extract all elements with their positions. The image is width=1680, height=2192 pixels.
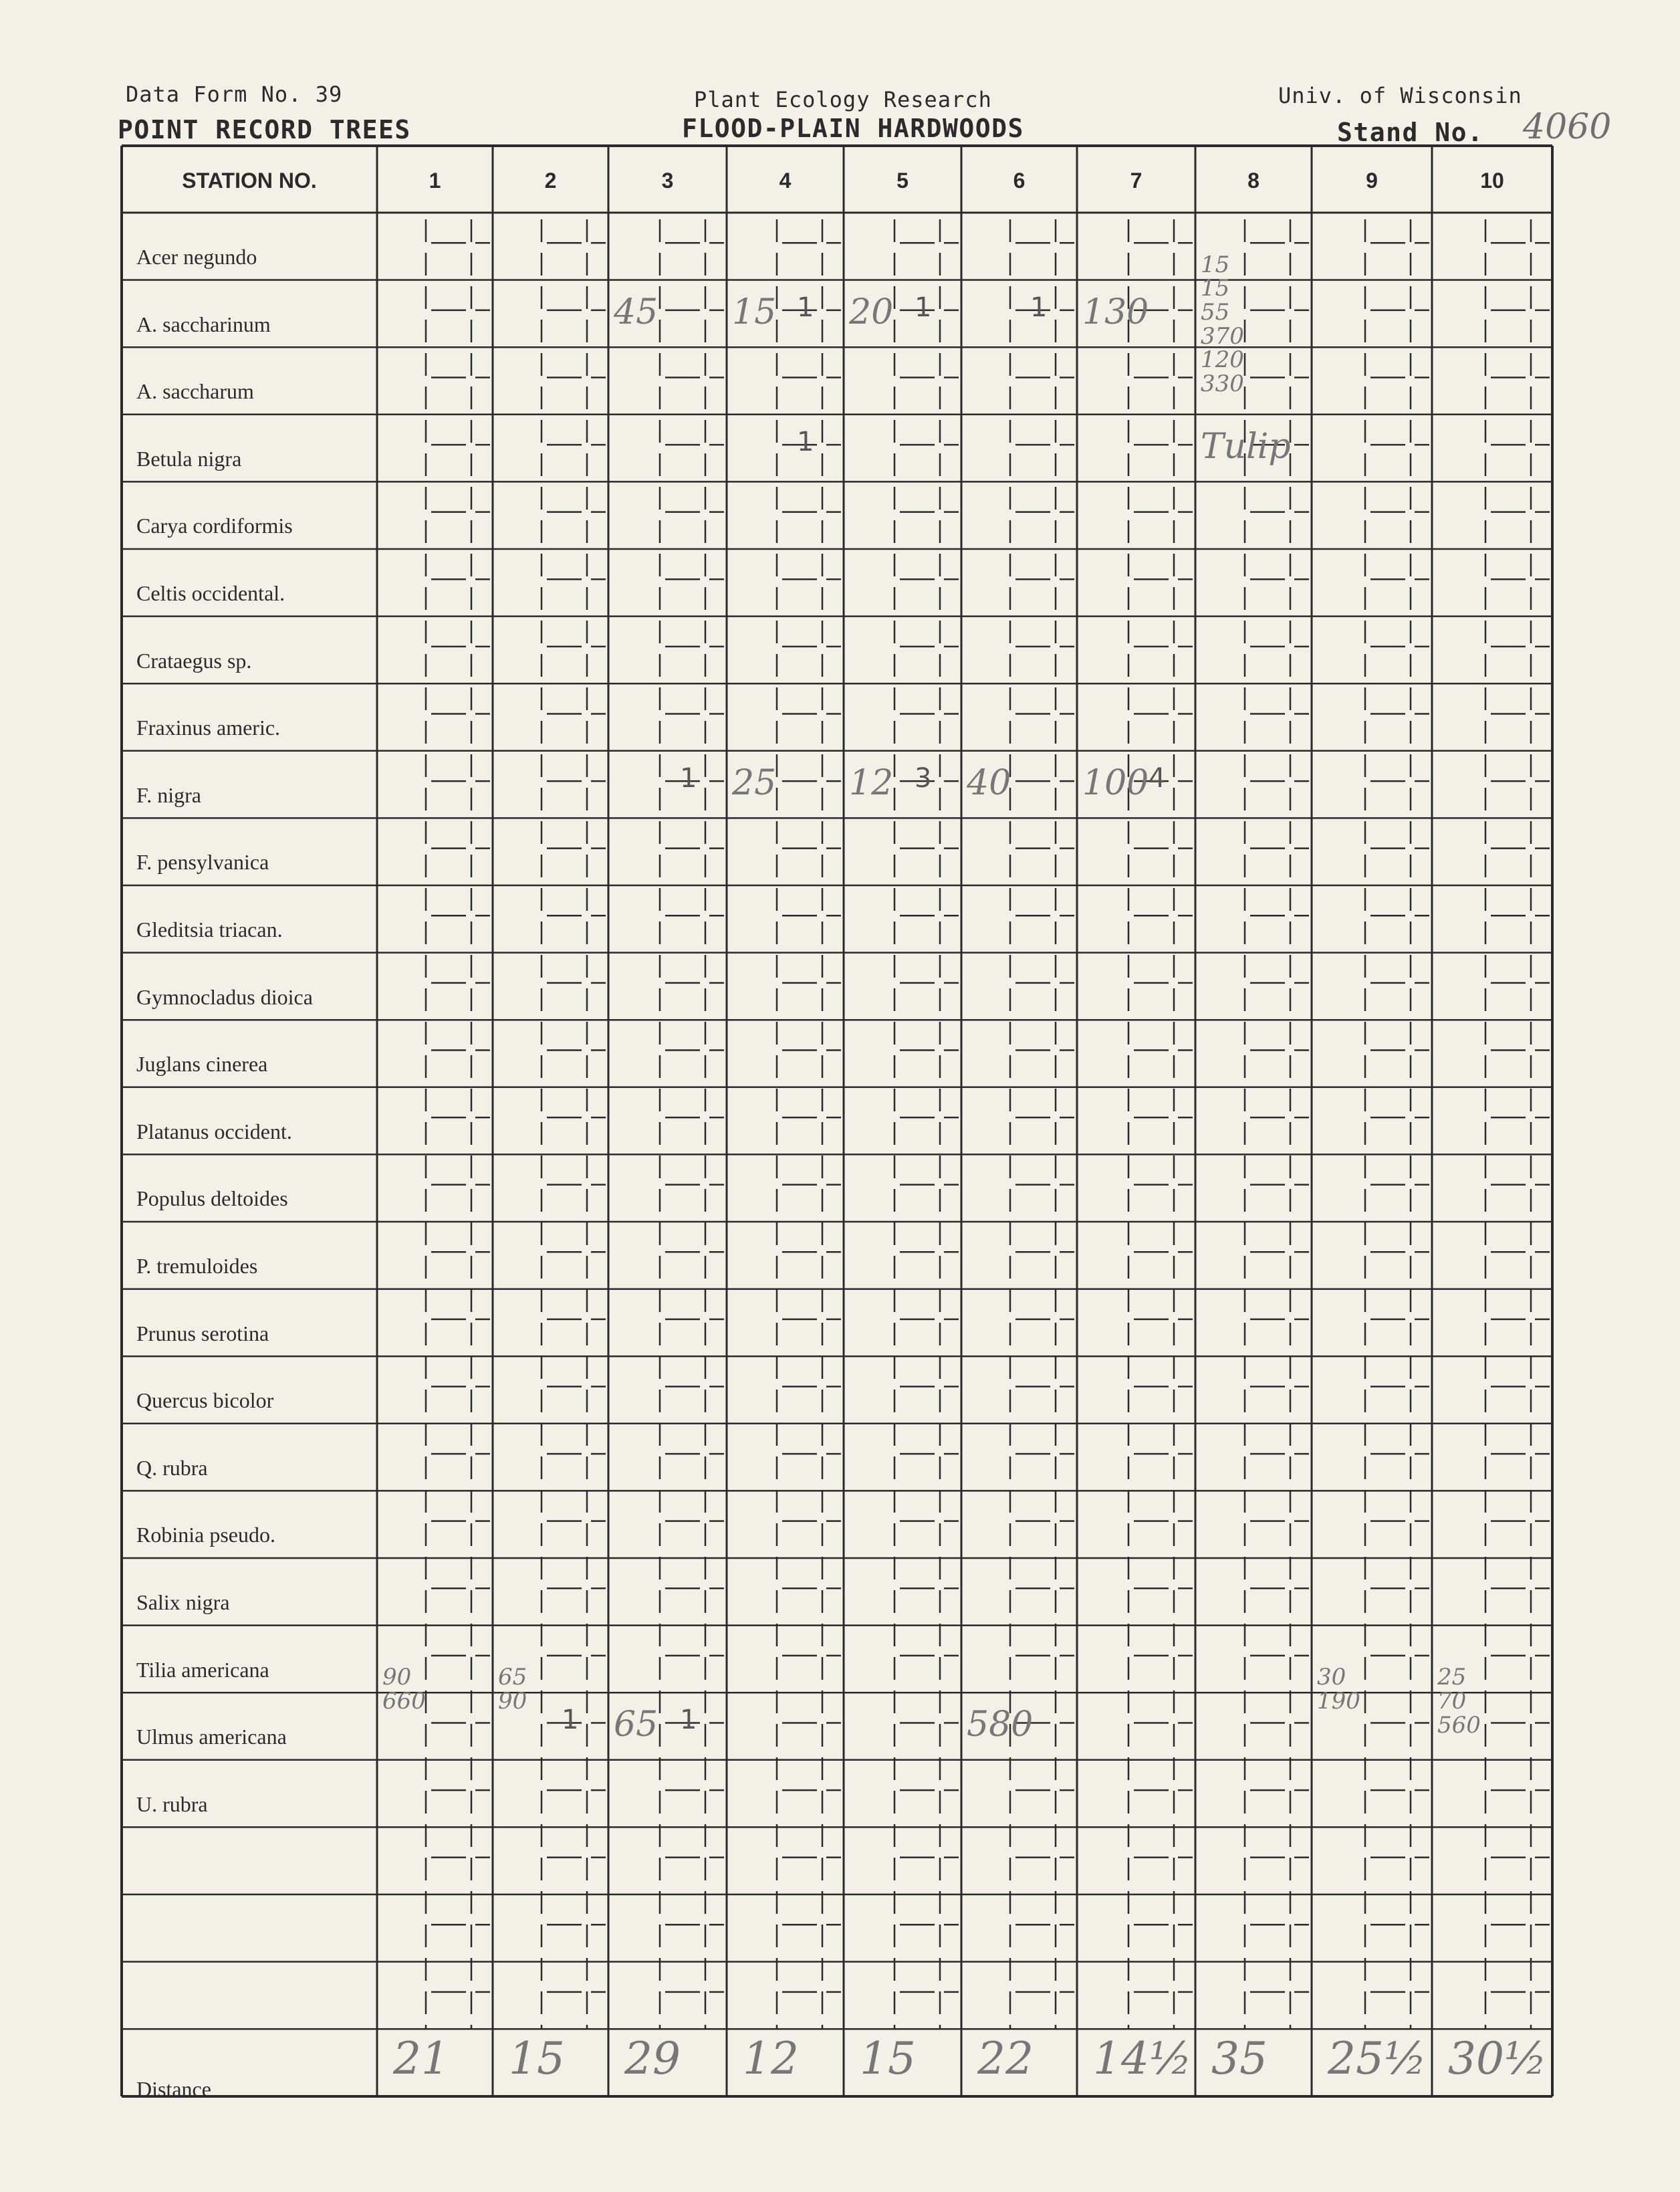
tally-mark: 1: [915, 292, 932, 323]
handwritten-entry: 90 660: [382, 1664, 426, 1715]
tally-mark: 3: [915, 762, 932, 794]
tally-mark: 1: [562, 1705, 579, 1736]
stand-number: 4060: [1523, 107, 1612, 147]
species-name: A. saccharinum: [136, 312, 271, 336]
stand-label: Stand No.: [1337, 118, 1484, 147]
species-name: Acer negundo: [136, 245, 257, 269]
species-name: Quercus bicolor: [136, 1388, 274, 1413]
species-name: Robinia pseudo.: [136, 1523, 275, 1547]
station-number: 8: [1247, 169, 1259, 193]
handwritten-entry: 15: [732, 292, 777, 332]
handwritten-entry: 20: [849, 292, 894, 332]
form-title: POINT RECORD TREES: [118, 115, 411, 144]
tally-mark: 1: [680, 762, 697, 794]
station-number: 5: [896, 169, 909, 193]
species-name: Juglans cinerea: [136, 1052, 268, 1077]
species-name: Gymnocladus dioica: [136, 984, 313, 1009]
species-name: Carya cordiformis: [136, 514, 293, 538]
distance-value: 35: [1211, 2033, 1268, 2085]
species-name: A. saccharum: [136, 379, 254, 404]
station-header-label: STATION NO.: [182, 169, 317, 193]
species-name: Gleditsia triacan.: [136, 917, 283, 942]
handwritten-entry: 30 190: [1317, 1664, 1360, 1715]
org-name: Plant Ecology Research: [694, 87, 992, 112]
handwritten-entry: 580: [967, 1705, 1034, 1745]
distance-label: Distance: [136, 2077, 211, 2102]
handwritten-entry: 25: [732, 762, 777, 803]
handwritten-entry: 130: [1082, 292, 1149, 332]
species-name: P. tremuloides: [136, 1254, 258, 1278]
handwritten-entry: 65: [614, 1705, 658, 1745]
handwritten-entry: 12: [849, 762, 894, 803]
station-number: 3: [661, 169, 674, 193]
tally-mark: 4: [1149, 762, 1166, 794]
tally-mark: 1: [797, 426, 814, 457]
station-number: 2: [544, 169, 557, 193]
species-name: Prunus serotina: [136, 1321, 269, 1345]
species-name: Crataegus sp.: [136, 648, 252, 673]
handwritten-entry: 65 90: [498, 1664, 527, 1715]
station-number: 4: [779, 169, 792, 193]
species-name: F. pensylvanica: [136, 850, 269, 875]
species-name: Populus deltoides: [136, 1186, 288, 1211]
tally-mark: 1: [1030, 292, 1048, 323]
distance-value: 14½: [1093, 2033, 1192, 2085]
species-name: Fraxinus americ.: [136, 716, 281, 740]
handwritten-entry: 100: [1082, 762, 1149, 803]
form-number: Data Form No. 39: [126, 82, 343, 107]
species-name: U. rubra: [136, 1791, 208, 1816]
species-name: Q. rubra: [136, 1455, 208, 1480]
form-subtitle: FLOOD-PLAIN HARDWOODS: [682, 114, 1024, 143]
station-number: 7: [1130, 169, 1143, 193]
distance-value: 12: [743, 2033, 799, 2085]
species-name: Platanus occident.: [136, 1119, 292, 1143]
species-name: Celtis occidental.: [136, 581, 285, 605]
station-number: 1: [429, 169, 441, 193]
distance-value: 21: [393, 2033, 449, 2085]
species-name: Ulmus americana: [136, 1725, 287, 1749]
distance-value: 15: [860, 2033, 916, 2085]
handwritten-entry: 40: [967, 762, 1011, 803]
distance-value: 29: [624, 2033, 681, 2085]
handwritten-entry: 45: [614, 292, 658, 332]
distance-value: 15: [509, 2033, 565, 2085]
distance-value: 22: [977, 2033, 1034, 2085]
handwritten-entry: 25 70 560: [1437, 1664, 1481, 1739]
species-name: F. nigra: [136, 782, 201, 807]
station-number: 9: [1366, 169, 1378, 193]
handwritten-entry: 15 15 55 370 120 330: [1201, 251, 1244, 398]
tally-mark: 1: [797, 292, 814, 323]
tally-mark: 1: [680, 1705, 697, 1736]
species-name: Tilia americana: [136, 1657, 269, 1682]
species-name: Salix nigra: [136, 1590, 230, 1614]
station-number: 10: [1480, 169, 1504, 193]
species-name: Betula nigra: [136, 446, 242, 471]
university-name: Univ. of Wisconsin: [1278, 83, 1522, 108]
station-number: 6: [1013, 169, 1026, 193]
distance-value: 30½: [1448, 2033, 1547, 2085]
handwritten-entry: Tulip: [1201, 426, 1291, 467]
distance-value: 25½: [1328, 2033, 1427, 2085]
